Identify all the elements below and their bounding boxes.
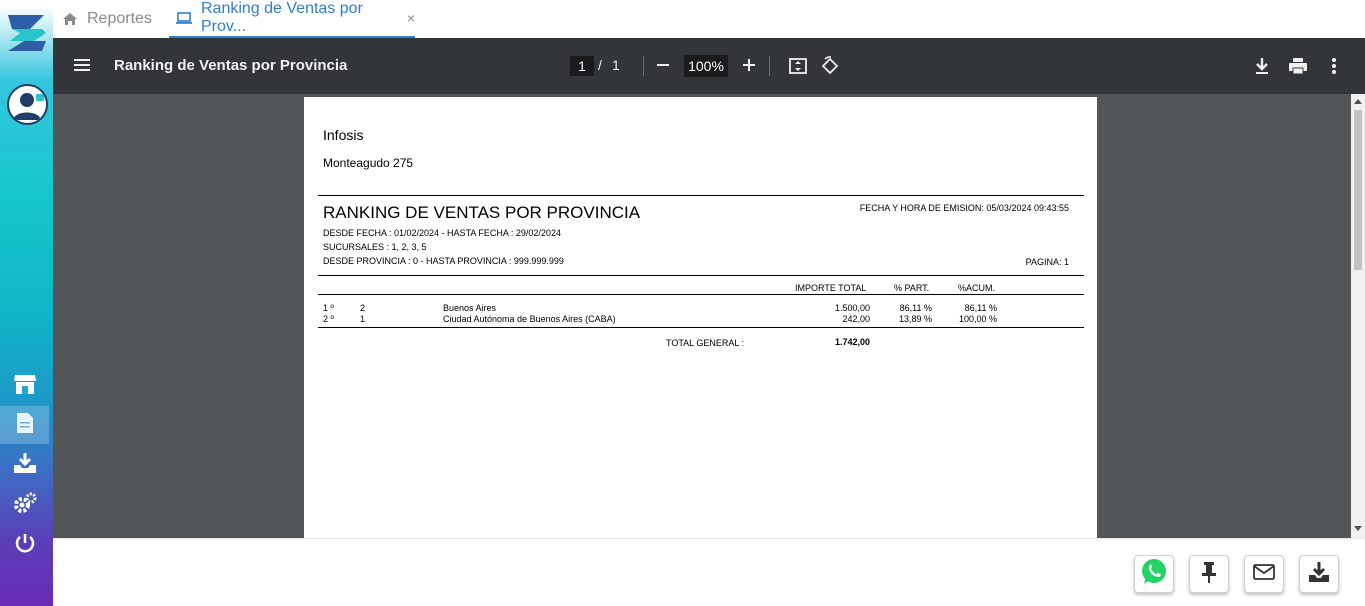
scroll-up-icon[interactable] [1354, 99, 1362, 104]
document-title: Ranking de Ventas por Provincia [114, 57, 348, 74]
company-address: Monteagudo 275 [323, 156, 414, 170]
home-icon [61, 10, 79, 28]
date-range: DESDE FECHA : 01/02/2024 - HASTA FECHA : 29/02/2024 [323, 228, 561, 238]
store-button[interactable] [0, 367, 49, 405]
download-icon [1307, 560, 1331, 589]
divider [318, 294, 1084, 295]
report-title: RANKING DE VENTAS POR PROVINCIA [323, 203, 641, 222]
divider [318, 327, 1084, 328]
rotate-icon[interactable] [819, 55, 841, 77]
rank-cell: 2 º [323, 314, 334, 324]
downloads-button[interactable] [0, 446, 49, 484]
pin-icon [1198, 560, 1220, 589]
divider [318, 195, 1084, 196]
page-number-input[interactable]: 1 [570, 56, 594, 76]
province-range: DESDE PROVINCIA : 0 - HASTA PROVINCIA : 999.999.999 [323, 256, 564, 266]
more-options-icon[interactable] [1323, 55, 1345, 77]
column-header-importe: IMPORTE TOTAL [795, 283, 867, 293]
tab-label: Ranking de Ventas por Prov... [201, 0, 363, 35]
part-cell: 13,89 % [898, 314, 932, 324]
toolbar-divider [643, 56, 644, 76]
tab-bar [53, 0, 1365, 38]
total-value: 1.742,00 [834, 337, 870, 347]
emission-datetime: FECHA Y HORA DE EMISION: 05/03/2024 09:43:55 [859, 203, 1069, 213]
column-header-part: % PART. [894, 283, 930, 293]
total-label: TOTAL GENERAL : [666, 338, 745, 348]
tab-ranking-ventas[interactable] [169, 0, 415, 38]
app-logo[interactable] [4, 11, 50, 55]
close-icon[interactable]: × [406, 10, 415, 26]
pdf-page [304, 97, 1097, 538]
code-cell: 1 [360, 314, 366, 324]
settings-button[interactable] [0, 486, 49, 524]
company-name: Infosis [323, 127, 364, 143]
fit-page-icon[interactable] [787, 55, 809, 77]
whatsapp-icon [1139, 557, 1169, 592]
tab-label: Reportes [87, 10, 152, 27]
page-separator: / [598, 57, 602, 73]
zoom-input[interactable]: 100% [684, 55, 728, 77]
settings-icon [13, 492, 37, 519]
tab-reportes[interactable] [61, 0, 152, 38]
province-cell: Ciudad Autónoma de Buenos Aires (CABA) [443, 314, 616, 324]
page-total: 1 [612, 57, 620, 73]
scroll-down-icon[interactable] [1354, 526, 1362, 531]
download-icon[interactable] [1251, 55, 1273, 77]
scrollbar[interactable] [1351, 94, 1365, 538]
rank-cell: 1 º [323, 303, 334, 313]
zoom-in-icon[interactable] [739, 55, 759, 75]
column-header-acum: %ACUM. [958, 283, 996, 293]
page-label: PAGINA: 1 [1025, 257, 1069, 267]
send-email-button[interactable] [1244, 555, 1284, 593]
zoom-out-icon[interactable] [653, 55, 673, 75]
pdf-canvas[interactable] [53, 94, 1365, 538]
user-avatar[interactable] [7, 84, 48, 125]
province-cell: Buenos Aires [443, 303, 497, 313]
scroll-thumb[interactable] [1354, 110, 1362, 270]
document-icon [16, 412, 34, 439]
action-bar [53, 538, 1365, 606]
branches: SUCURSALES : 1, 2, 3, 5 [323, 242, 427, 252]
share-whatsapp-button[interactable] [1134, 555, 1174, 593]
logout-button[interactable] [0, 526, 49, 564]
download-tray-icon [13, 452, 37, 479]
laptop-icon [175, 9, 193, 27]
sidebar [0, 0, 53, 606]
importe-cell: 242,00 [842, 314, 870, 324]
acum-cell: 86,11 % [964, 303, 997, 313]
reports-button[interactable] [0, 406, 49, 444]
acum-cell: 100,00 % [958, 314, 997, 324]
code-cell: 2 [360, 303, 366, 313]
pin-button[interactable] [1189, 555, 1229, 593]
power-icon [14, 532, 36, 559]
pdf-toolbar [53, 38, 1365, 94]
print-icon[interactable] [1287, 55, 1309, 77]
menu-icon[interactable] [71, 54, 93, 76]
part-cell: 86,11 % [899, 303, 932, 313]
divider [318, 275, 1084, 276]
mail-icon [1252, 562, 1276, 587]
toolbar-divider [769, 56, 770, 76]
importe-cell: 1.500,00 [834, 303, 870, 313]
download-file-button[interactable] [1299, 555, 1339, 593]
store-icon [13, 373, 37, 400]
